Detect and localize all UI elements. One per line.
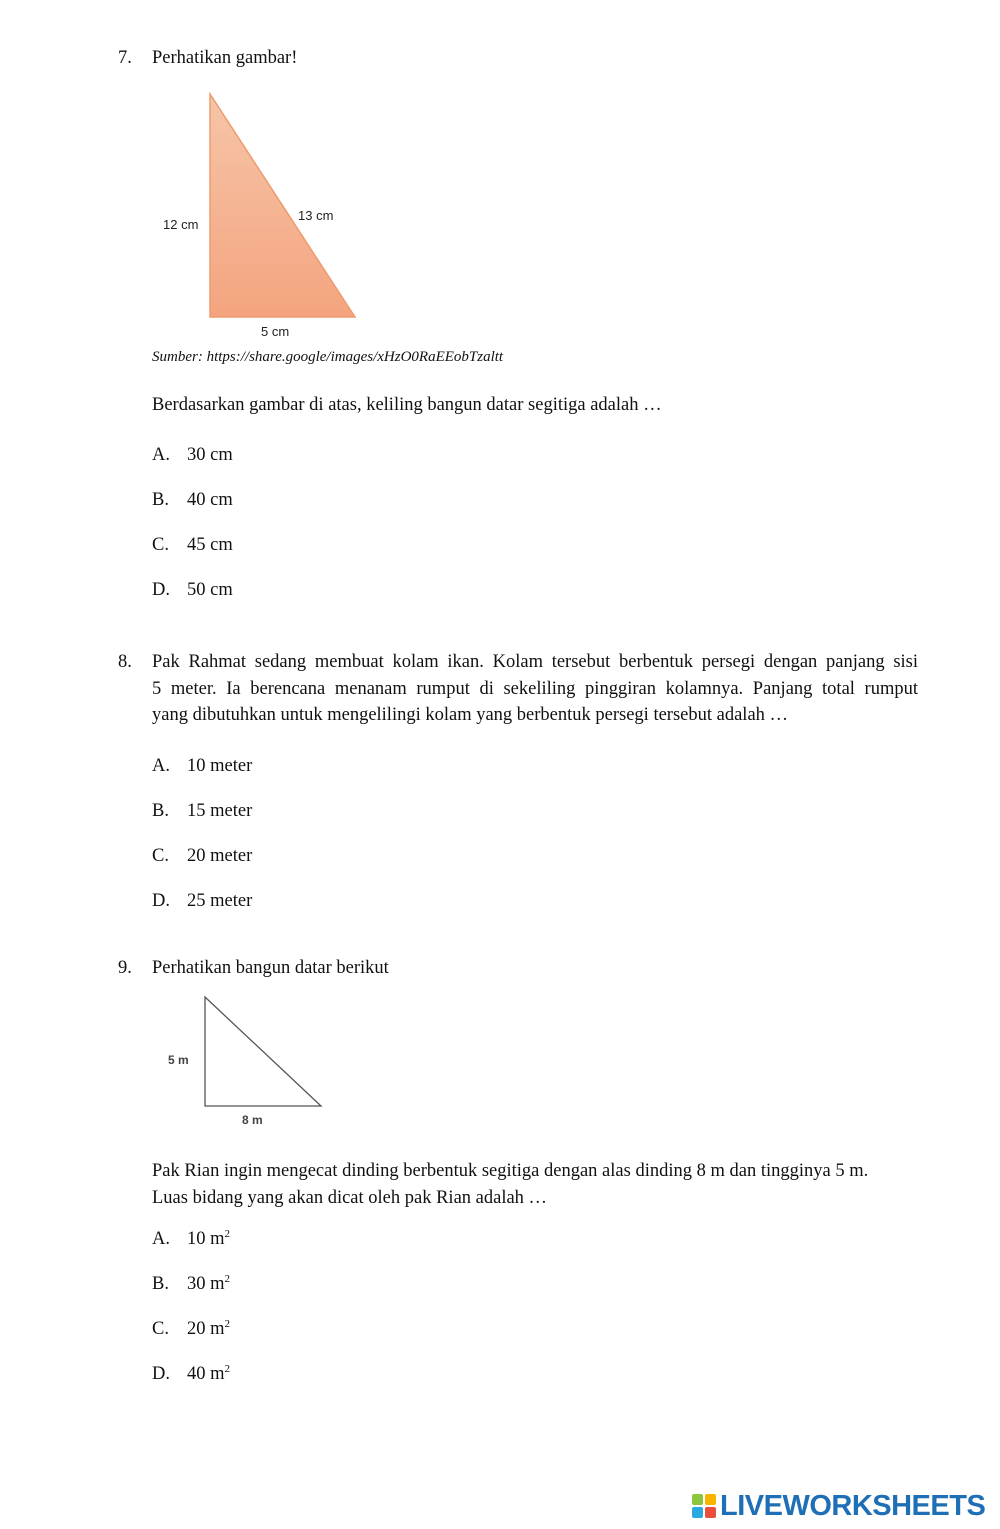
question-prompt: Perhatikan bangun datar berikut (152, 958, 389, 978)
question-text (152, 649, 918, 729)
question-text (152, 1158, 952, 1211)
option-letter: C. (152, 846, 169, 866)
option-letter: B. (152, 801, 169, 821)
question-number: 8. (118, 652, 132, 672)
option-text[interactable]: 25 meter (187, 891, 253, 911)
option-value: 40 m (187, 1364, 225, 1384)
image-source-caption: Sumber: https://share.google/images/xHzO0RaEEobTzaltt (152, 349, 504, 365)
option-letter: C. (152, 1319, 169, 1339)
option-value: 20 m (187, 1319, 225, 1339)
base-label: 8 m (242, 1113, 263, 1127)
option-text[interactable]: 10 meter (187, 756, 253, 776)
triangle-shape (210, 94, 355, 317)
superscript: 2 (224, 1363, 231, 1375)
superscript: 2 (224, 1318, 231, 1330)
option-text[interactable]: 20 meter (187, 846, 253, 866)
triangle-shape (205, 997, 321, 1106)
option-letter: A. (152, 756, 170, 776)
height-label: 5 m (168, 1053, 189, 1067)
option-text[interactable] (187, 1364, 230, 1385)
option-text[interactable]: 45 cm (187, 535, 233, 555)
option-letter: C. (152, 535, 169, 555)
option-text[interactable]: 30 cm (187, 445, 233, 465)
option-text[interactable]: 50 cm (187, 580, 233, 600)
height-label: 12 cm (163, 217, 199, 232)
question-number: 9. (118, 958, 132, 978)
question-text: Berdasarkan gambar di atas, keliling bangun datar segitiga adalah … (152, 395, 662, 415)
question-line: Pak Rian ingin mengecat dinding berbentuk segitiga dengan alas dinding 8 m dan tingginya 5 m. (152, 1161, 869, 1181)
question-number: 7. (118, 48, 132, 68)
question-line: Luas bidang yang akan dicat oleh pak Rian adalah … (152, 1187, 548, 1208)
option-text[interactable]: 15 meter (187, 801, 253, 821)
logo-blocks-icon (692, 1494, 716, 1518)
superscript: 2 (224, 1228, 231, 1240)
option-letter: A. (152, 445, 170, 465)
option-letter: B. (152, 490, 169, 510)
option-letter: D. (152, 580, 170, 600)
liveworksheets-logo[interactable] (692, 1490, 985, 1522)
base-label: 5 cm (261, 324, 290, 339)
option-value: 10 m (187, 1229, 225, 1249)
option-text[interactable] (187, 1319, 230, 1340)
right-triangle-figure (150, 88, 370, 344)
question-line: 5 meter. Ia berencana menanam rumput di sekeliling pinggiran kolamnya. Panjang total rumput (152, 678, 918, 699)
superscript: 2 (224, 1273, 231, 1285)
question-line: Pak Rahmat sedang membuat kolam ikan. Kolam tersebut berbentuk persegi dengan panjang sisi (152, 652, 918, 672)
option-text[interactable] (187, 1229, 230, 1250)
logo-wordmark: LIVEWORKSHEETS (720, 1490, 986, 1522)
hypotenuse-label: 13 cm (298, 208, 334, 223)
option-text[interactable] (187, 1274, 230, 1295)
option-letter: A. (152, 1229, 170, 1249)
option-letter: D. (152, 891, 170, 911)
option-letter: D. (152, 1364, 170, 1384)
question-prompt: Perhatikan gambar! (152, 48, 298, 68)
option-letter: B. (152, 1274, 169, 1294)
question-line: yang dibutuhkan untuk mengelilingi kolam yang berbentuk persegi tersebut adalah … (152, 705, 789, 725)
option-text[interactable]: 40 cm (187, 490, 233, 510)
option-value: 30 m (187, 1274, 225, 1294)
wall-triangle-figure (195, 990, 330, 1115)
